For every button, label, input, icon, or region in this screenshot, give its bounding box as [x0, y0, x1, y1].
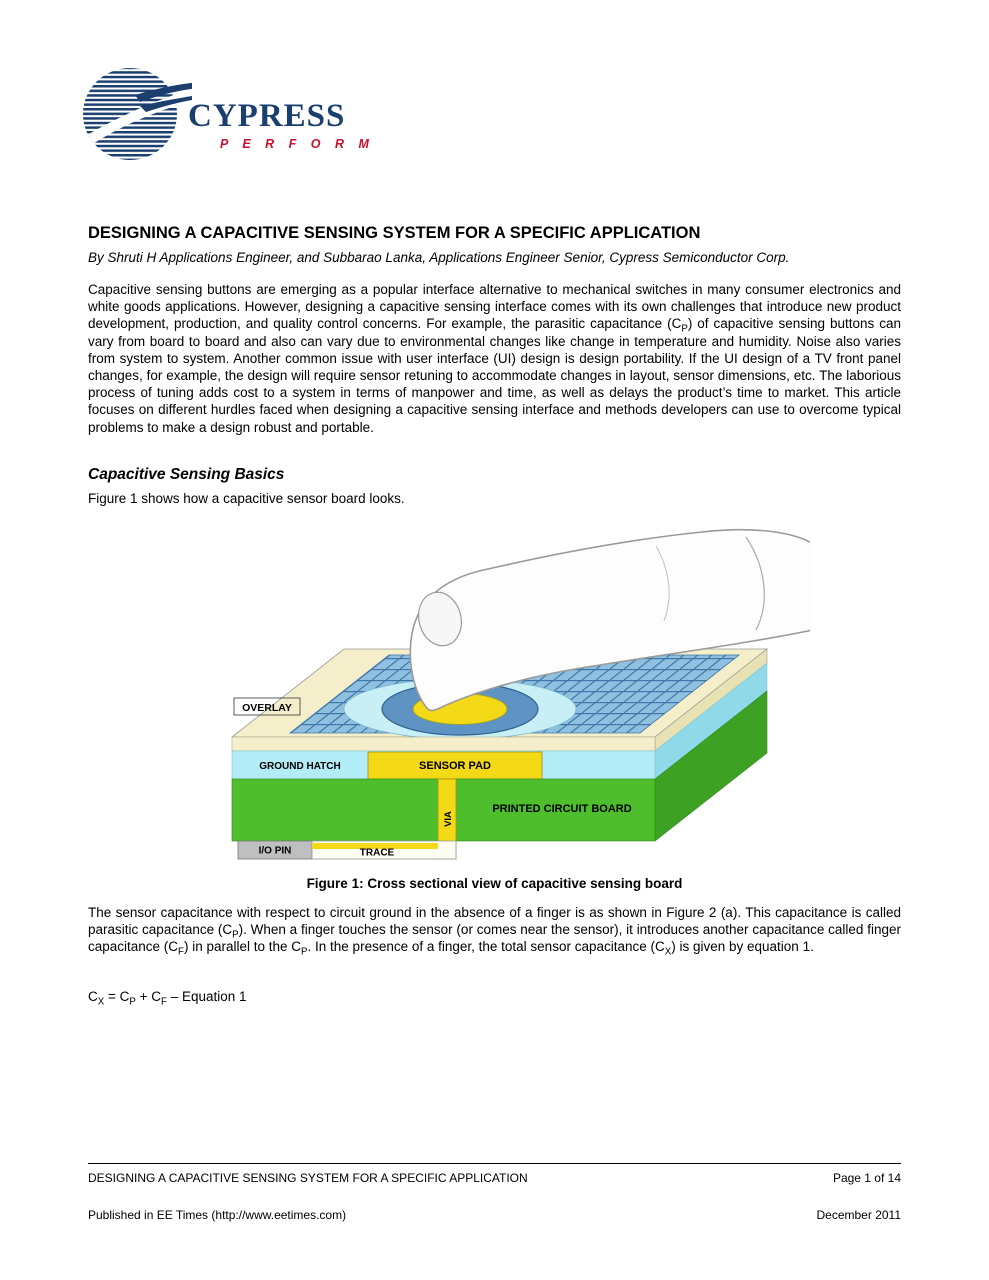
section-heading: Capacitive Sensing Basics — [88, 466, 285, 483]
byline: By Shruti H Applications Engineer, and Subbarao Lanka, Applications Engineer Senior, Cypress Semiconductor Corp. — [88, 250, 790, 265]
footer-published: Published in EE Times (http://www.eetimes.com) — [88, 1208, 347, 1222]
footer-publish-row — [88, 1208, 901, 1222]
io-pin-label: I/O PIN — [258, 845, 292, 857]
ground-hatch-label: GROUND HATCH — [259, 761, 341, 772]
page-title: DESIGNING A CAPACITIVE SENSING SYSTEM FOR A SPECIFIC APPLICATION — [88, 224, 701, 242]
footer-page-number: Page 1 of 14 — [832, 1171, 901, 1185]
trace-label: TRACE — [359, 847, 395, 859]
figure1-lead-text: Figure 1 shows how a capacitive sensor board looks. — [88, 491, 405, 506]
footer-title: DESIGNING A CAPACITIVE SENSING SYSTEM FOR A SPECIFIC APPLICATION — [88, 1171, 528, 1185]
figure1-caption: Figure 1: Cross sectional view of capacitive sensing board — [306, 876, 683, 891]
footer-date: December 2011 — [816, 1208, 901, 1222]
sensor-pad-label: SENSOR PAD — [419, 760, 491, 772]
intro-paragraph: Capacitive sensing buttons are emerging as a popular interface alternative to mechanical switches in many consumer electronics and white goods applications. However, designing a capacitive sensing interface comes with its own challenges that introduce new product development, production, and quality control concerns. For example, the parasitic capacitance $(C_P)$ of capacitive sensing buttons can vary from board to board and also can vary due to environmental changes like change in temperature and humidity. Noise also varies from system to system. Another common issue with user interface (UI) design is design portability. If the UI design of a TV front panel changes, for example, the design will require sensor retuning to accommodate changes in layout, sensor dimensions, etc. The laborious process of tuning adds cost to a system in terms of manpower and time, as well as delays the product’s time to market. This article focuses on different hurdles faced when designing a capacitive sensing interface and methods developers can use to overcome typical problems to make a design robust and portable. — [88, 282, 902, 435]
logo-text — [188, 100, 374, 151]
footer-rule — [88, 1163, 901, 1164]
brand-name: CYPRESS — [188, 98, 346, 134]
cypress-globe-icon — [80, 60, 192, 164]
brand-tagline: P E R F O R M — [220, 137, 375, 151]
overlay-label: OVERLAY — [242, 702, 292, 714]
footer-title-row — [88, 1171, 901, 1185]
via-label: VIA — [443, 811, 454, 827]
cypress-logo — [80, 60, 374, 164]
overlay-front-edge — [232, 737, 655, 751]
equation-1: $C_X = C_P + C_F$ – Equation 1 — [88, 989, 247, 1008]
figure1-capacitive-board-diagram — [190, 515, 810, 875]
capacitance-paragraph: The sensor capacitance with respect to circuit ground in the absence of a finger is as shown in Figure 2 (a). This capacitance is called parasitic capacitance $(C_P)$. When a finger touches the sensor (or comes near the sensor), it introduces another capacitance called finger capacitance $(C_F)$ in parallel to the $C_P$. In the presence of a finger, the total sensor capacitance $(C_X)$ is given by equation 1. — [88, 905, 901, 959]
pcb-label: PRINTED CIRCUIT BOARD — [492, 803, 632, 815]
